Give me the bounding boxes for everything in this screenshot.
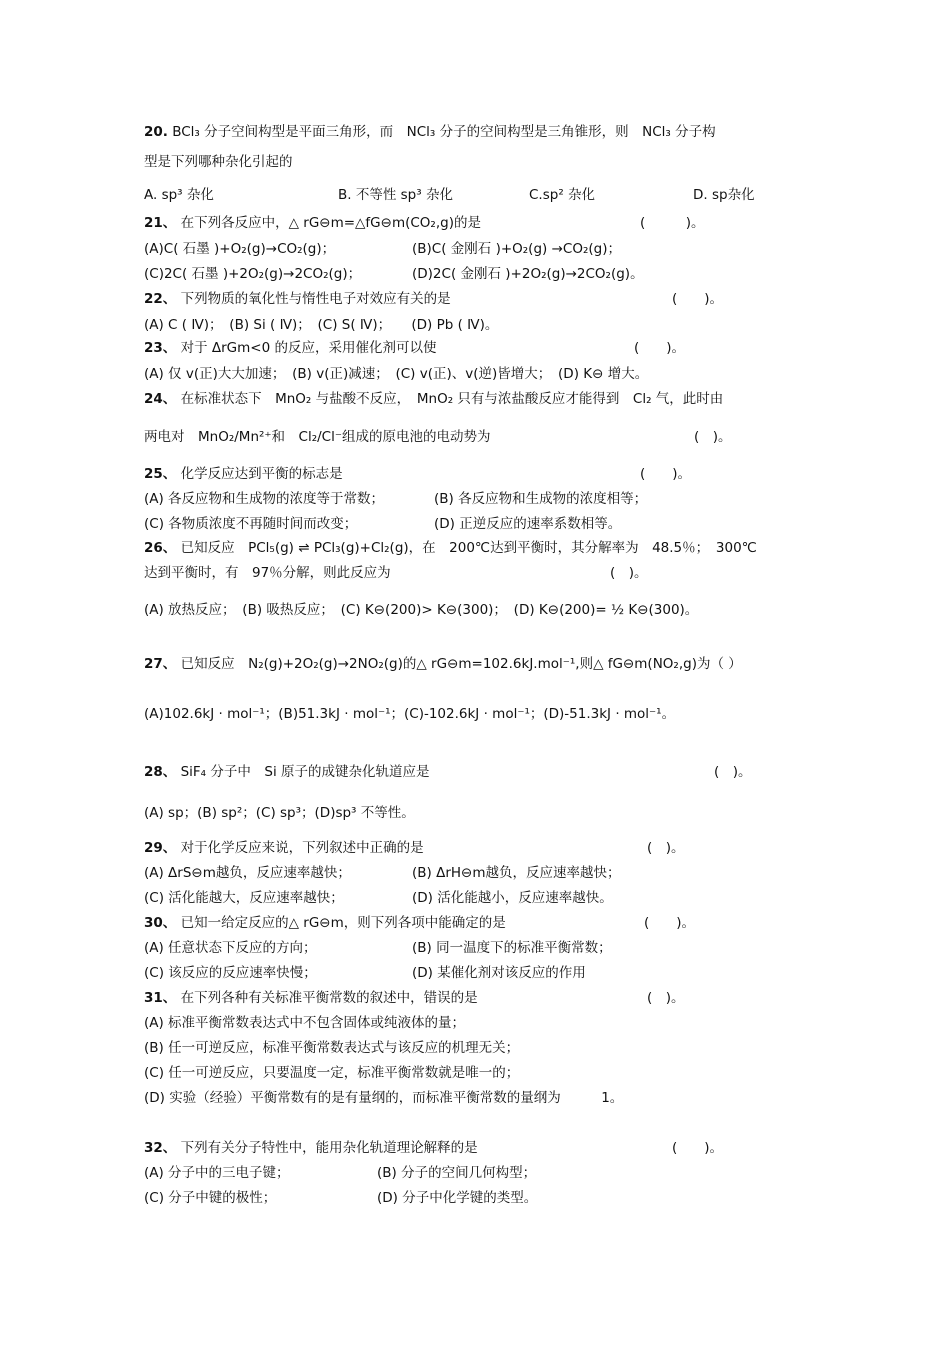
question-21 [144,213,824,233]
question-text: 对于 ΔrGm<0 的反应，采用催化剂可以使 [180,340,437,356]
question-text: 在标准状态下 MnO₂ 与盐酸不反应， MnO₂ 只有与浓盐酸反应才能得到 Cl₂ 气，此时由 [180,391,724,407]
option-a: A. sp³ 杂化 [144,187,214,203]
option-d: (D) 活化能越小，反应速率越快。 [412,890,613,906]
answer-blank: ( )。 [672,291,724,307]
question-26-options: (A) 放热反应； (B) 吸热反应； (C) K⊖(200)> K⊖(300)； (D) K⊖(200)= ½ K⊖(300)。 [144,602,699,618]
question-number: 24、 [144,391,177,407]
option-d: (D) 某催化剂对该反应的作用 [412,965,586,981]
option-d: (D)2C( 金刚石 )+2O₂(g)→2CO₂(g)。 [412,266,644,282]
answer-blank: ( )。 [694,429,732,445]
option-a: (A) 分子中的三电子键； [144,1165,290,1181]
question-number: 28、 [144,764,177,780]
question-text: 已知反应 PCl₅(g) ⇌ PCl₃(g)+Cl₂(g)，在 200℃达到平衡时，其分解率为 48.5％； 300℃ [180,540,757,556]
question-text: 下列有关分子特性中，能用杂化轨道理论解释的是 [180,1140,478,1156]
answer-blank: ( )。 [634,340,686,356]
answer-blank: ( )。 [640,466,692,482]
option-d: D. sp杂化 [693,187,755,203]
option-d: (D) 分子中化学键的类型。 [377,1190,538,1206]
question-number: 27、 [144,656,177,672]
question-23-options: (A) 仅 v(正)大大加速； (B) v(正)减速； (C) v(正)、v(逆)皆增大； (D) K⊖ 增大。 [144,366,649,382]
question-20-line-2: 型是下列哪种杂化引起的 [144,154,293,170]
option-d: (D) 正逆反应的速率系数相等。 [434,516,622,532]
option-b: (B) 同一温度下的标准平衡常数； [412,940,612,956]
question-28 [144,762,824,782]
answer-blank: ( )。 [644,915,696,931]
question-number: 30、 [144,915,177,931]
option-c: (C) 各物质浓度不再随时间而改变； [144,516,358,532]
question-20-line-1 [144,122,824,142]
option-b: (B) 分子的空间几何构型； [377,1165,537,1181]
question-31-option-c: (C) 任一可逆反应，只要温度一定，标准平衡常数就是唯一的； [144,1065,520,1081]
question-28-options: (A) sp；(B) sp²；(C) sp³；(D)sp³ 不等性。 [144,805,415,821]
question-number: 31、 [144,990,177,1006]
question-number: 23、 [144,340,177,356]
option-c: (C)2C( 石墨 )+2O₂(g)→2CO₂(g)； [144,266,362,282]
question-number: 32、 [144,1140,177,1156]
question-27 [144,654,824,674]
answer-blank: ( )。 [610,565,648,581]
option-b: (B)C( 金刚石 )+O₂(g) →CO₂(g)； [412,241,621,257]
question-text: BCl₃ 分子空间构型是平面三角形，而 NCl₃ 分子的空间构型是三角锥形，则 NCl₃ 分子构 [172,124,716,140]
question-text: 下列物质的氧化性与惰性电子对效应有关的是 [180,291,451,307]
question-22-options: (A) C ( Ⅳ)； (B) Si ( Ⅳ)； (C) S( Ⅳ)； (D) Pb ( Ⅳ)。 [144,317,499,333]
option-c: (C) 该反应的反应速率快慢； [144,965,317,981]
question-32 [144,1138,824,1158]
question-text: SiF₄ 分子中 Si 原子的成键杂化轨道应是 [180,764,430,780]
question-31 [144,988,824,1008]
option-b: (B) ΔrH⊖m越负，反应速率越快； [412,865,621,881]
answer-blank: ( )。 [714,764,752,780]
question-number: 21、 [144,215,177,231]
question-26-line-2 [144,563,824,583]
question-22 [144,289,824,309]
question-text: 对于化学反应来说，下列叙述中正确的是 [180,840,424,856]
option-c: (C) 分子中键的极性； [144,1190,277,1206]
question-text: 已知一给定反应的△ rG⊖m，则下列各项中能确定的是 [180,915,506,931]
question-24-line-2 [144,427,824,447]
answer-blank: ( )。 [647,840,685,856]
answer-blank: ( )。 [640,215,705,231]
question-26-line-1 [144,538,824,558]
question-23 [144,338,824,358]
question-text: 两电对 MnO₂/Mn²⁺和 Cl₂/Cl⁻组成的原电池的电动势为 [144,429,491,445]
option-a: (A) ΔrS⊖m越负，反应速率越快； [144,865,351,881]
question-number: 20. [144,124,168,140]
question-31-option-d: (D) 实验（经验）平衡常数有的是有量纲的，而标准平衡常数的量纲为 1。 [144,1090,624,1106]
question-text: 化学反应达到平衡的标志是 [180,466,343,482]
option-b: (B) 各反应物和生成物的浓度相等； [434,491,648,507]
question-number: 29、 [144,840,177,856]
answer-blank: ( )。 [647,990,685,1006]
question-29 [144,838,824,858]
answer-blank: ( )。 [672,1140,724,1156]
question-text: 在下列各种有关标准平衡常数的叙述中，错误的是 [180,990,478,1006]
option-c: (C) 活化能越大，反应速率越快； [144,890,344,906]
question-number: 22、 [144,291,177,307]
question-text: 已知反应 N₂(g)+2O₂(g)→2NO₂(g)的△ rG⊖m=102.6kJ.mol⁻¹,则△ fG⊖m(NO₂,g)为（ ） [180,656,742,672]
question-text: 在下列各反应中，△ rG⊖m=△fG⊖m(CO₂,g)的是 [180,215,481,231]
question-24-line-1 [144,389,824,409]
option-a: (A)C( 石墨 )+O₂(g)→CO₂(g)； [144,241,336,257]
question-31-option-a: (A) 标准平衡常数表达式中不包含固体或纯液体的量； [144,1015,466,1031]
question-30 [144,913,824,933]
option-c: C.sp² 杂化 [529,187,596,203]
option-a: (A) 各反应物和生成物的浓度等于常数； [144,491,385,507]
question-27-options: (A)102.6kJ · mol⁻¹；(B)51.3kJ · mol⁻¹；(C)-102.6kJ · mol⁻¹；(D)-51.3kJ · mol⁻¹。 [144,706,676,722]
option-b: B. 不等性 sp³ 杂化 [338,187,453,203]
question-number: 26、 [144,540,177,556]
option-a: (A) 任意状态下反应的方向； [144,940,317,956]
question-number: 25、 [144,466,177,482]
question-text: 达到平衡时，有 97％分解，则此反应为 [144,565,391,581]
question-31-option-b: (B) 任一可逆反应，标准平衡常数表达式与该反应的机理无关； [144,1040,520,1056]
question-25 [144,464,824,484]
